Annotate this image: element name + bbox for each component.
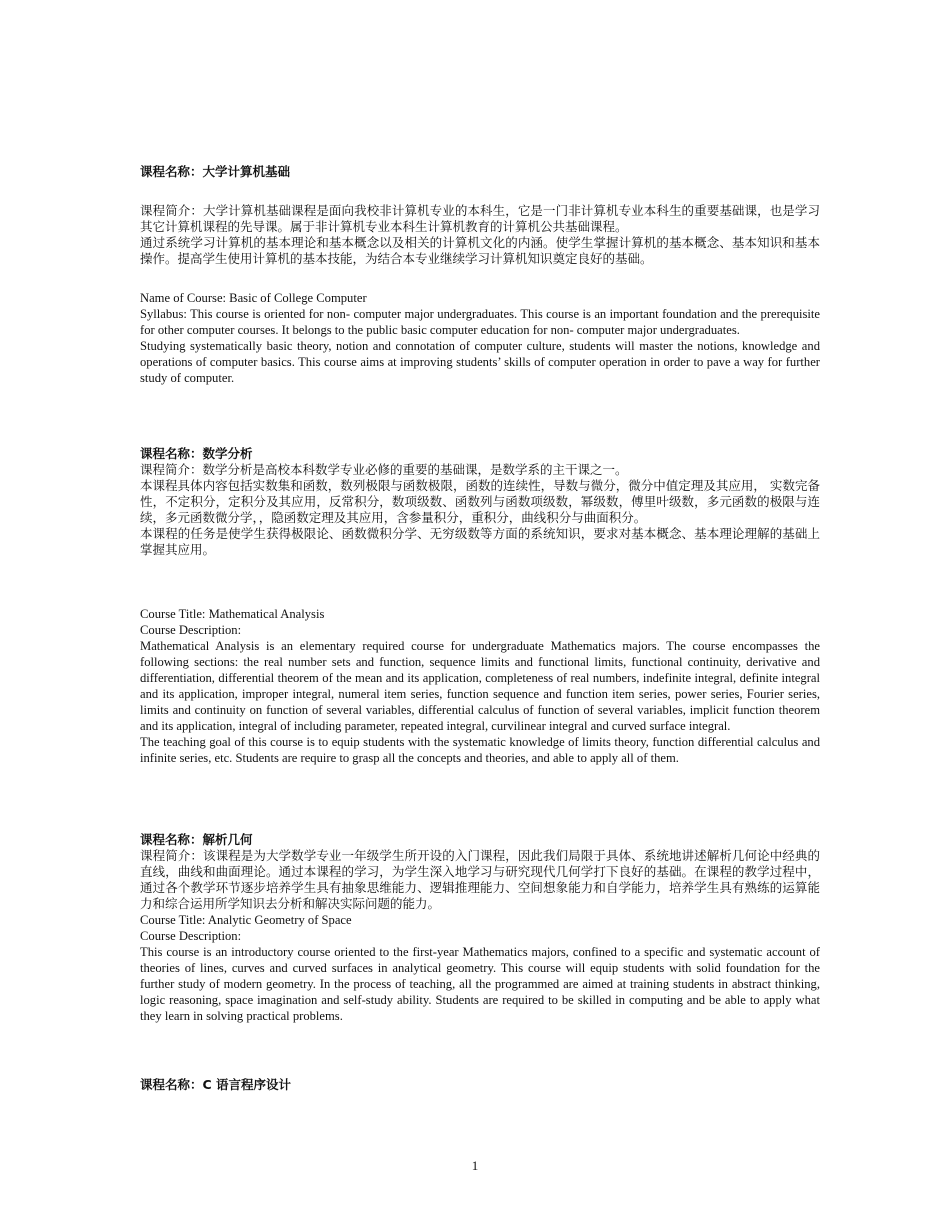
course-geometry-section <box>140 832 820 1024</box>
course-analysis-intro-zh-2: 本课程具体内容包括实数集和函数，数列极限与函数极限，函数的连续性，导数与微分，微分中值定理及其应用， 实数完备性，不定积分，定积分及其应用，反常积分，数项级数、函数列与函数项级数，幂级数，傅里叶级数，多元函数的极限与连续，多元函数微分学，，隐函数定理及其应用，含参量积分，重积分，曲线积分与曲面积分。 <box>140 478 820 525</box>
course-computer-syllabus-en: Syllabus: This course is oriented for non- computer major undergraduates. This course is an important foundation and the prerequisite for other computer courses. It belongs to the public basic computer education for non- computer major undergraduates. <box>140 307 820 337</box>
course-analysis-english <box>140 606 820 766</box>
course-geometry-desc-en-1: This course is an introductory course oriented to the first-year Mathematics majors, confined to a specific and systematic account of theories of lines, curves and curved surfaces in analytical geometry. This course will equip students with solid foundation for the further study of modern geometry. In the process of teaching, all the programmed are aimed at training students in abstract thinking, logic reasoning, space imagination and self-study ability. Students are required to be skilled in computing and be able to apply what they learn in solving practical problems. <box>140 945 820 1023</box>
course-computer-english <box>140 290 820 386</box>
course-c-language-section <box>140 1077 820 1093</box>
course-computer-intro-zh <box>140 203 820 267</box>
course-analysis-desc-en-1: Mathematical Analysis is an elementary required course for undergraduate Mathematics majors. The course encompasses the following sections: the real number sets and function, sequence limits and functional limits, functional continuity, derivative and differentiation, differential theorem of the mean and its application, completeness of real numbers, indefinite integral, definite integral and its application, improper integral, numeral item series, function sequence and function item series, power series, Fourier series, limits and continuity on function of several variables, differential calculus of function of several variables, implicit function theorem and its application, integral of including parameter, repeated integral, curvilinear integral and curved surface integral. <box>140 639 820 733</box>
course-analysis-title-zh: 课程名称：数学分析 <box>140 446 253 461</box>
course-geometry-title-en: Course Title: Analytic Geometry of Space <box>140 913 352 927</box>
course-geometry-title-zh: 课程名称：解析几何 <box>140 832 253 847</box>
course-analysis-title-en: Course Title: Mathematical Analysis <box>140 607 325 621</box>
course-analysis-desc-label-en: Course Description: <box>140 623 242 637</box>
course-computer-title-zh: 课程名称：大学计算机基础 <box>140 164 291 179</box>
course-analysis-intro-zh-3: 本课程的任务是使学生获得极限论、函数微积分学、无穷级数等方面的系统知识，要求对基本概念、基本理论理解的基础上掌握其应用。 <box>140 526 820 557</box>
page-number: 1 <box>471 1158 479 1173</box>
course-computer-studying-en: Studying systematically basic theory, notion and connotation of computer culture, students will master the notions, knowledge and operations of computer basics. This course aims at improving students’ skills of computer operation in order to pave a way for further study of computer. <box>140 339 820 385</box>
course-analysis-section <box>140 446 820 558</box>
course-computer-intro-zh-2: 通过系统学习计算机的基本理论和基本概念以及相关的计算机文化的内涵。使学生掌握计算机的基本概念、基本知识和基本操作。提高学生使用计算机的基本技能，为结合本专业继续学习计算机知识奠定良好的基础。 <box>140 235 820 266</box>
course-computer-intro-zh-1: 课程简介：大学计算机基础课程是面向我校非计算机专业的本科生，它是一门非计算机专业本科生的重要基础课，也是学习其它计算机课程的先导课。属于非计算机专业本科生计算机教育的计算机公共基础课程。 <box>140 203 820 234</box>
course-analysis-desc-en-2: The teaching goal of this course is to equip students with the systematic knowledge of limits theory, function differential calculus and infinite series, etc. Students are require to grasp all the concepts and theories, and able to apply all of them. <box>140 735 820 765</box>
course-geometry-desc-label-en: Course Description: <box>140 929 242 943</box>
course-computer-name-en: Name of Course: Basic of College Computer <box>140 291 367 305</box>
course-analysis-intro-zh-1: 课程简介：数学分析是高校本科数学专业必修的重要的基础课，是数学系的主干课之一。 <box>140 462 628 477</box>
course-computer-section <box>140 164 820 180</box>
course-geometry-intro-zh-1: 课程简介：该课程是为大学数学专业一年级学生所开设的入门课程，因此我们局限于具体、系统地讲述解析几何论中经典的直线，曲线和曲面理论。通过本课程的学习，为学生深入地学习与研究现代几何学打下良好的基础。在课程的教学过程中，通过各个教学环节逐步培养学生具有抽象思维能力、逻辑推理能力、空间想象能力和自学能力，培养学生具有熟练的运算能力和综合运用所学知识去分析和解决实际问题的能力。 <box>140 848 820 911</box>
course-c-language-title-zh: 课程名称：C 语言程序设计 <box>140 1077 292 1092</box>
